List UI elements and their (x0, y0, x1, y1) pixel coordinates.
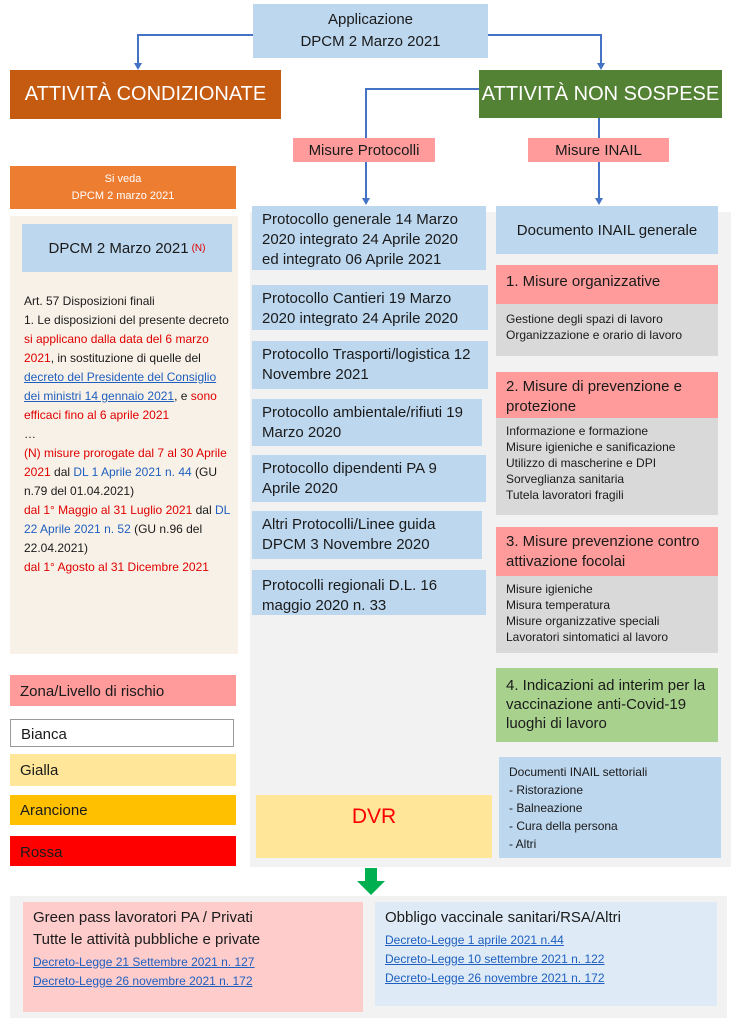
article-p6: dal 1° Agosto al 31 Dicembre 2021 (24, 560, 209, 574)
list-item: Organizzazione e orario di lavoro (506, 328, 683, 342)
dl-127-link[interactable]: Decreto-Legge 21 Settembre 2021 n. 127 (33, 955, 255, 969)
article-red-span: sono efficaci fino al 6 aprile 2021 (24, 389, 217, 422)
article-p5 (24, 501, 234, 558)
application-line1: Applicazione (327, 11, 414, 28)
arrow-down-icon (134, 63, 142, 70)
list-item: Informazione e formazione (506, 424, 649, 438)
vaccinazione-box (496, 668, 718, 742)
connector (137, 34, 253, 36)
misure-focolai-title (496, 527, 718, 576)
misure-prevenzione-text: 2. Misure di prevenzione e protezione (506, 378, 682, 415)
zone-arancione (10, 795, 236, 825)
dl-122-link[interactable]: Decreto-Legge 10 settembre 2021 n. 122 (385, 952, 605, 966)
zone-rossa-label: Rossa (20, 844, 63, 861)
article-text-span: (GU n.79 del 01.04.2021) (24, 465, 218, 498)
protocol-item-text: Altri Protocolli/Linee guida DPCM 3 Novembre 2020 (262, 516, 436, 553)
arrow-down-icon (362, 198, 370, 205)
misure-organizzative-text: 1. Misure organizzative (506, 273, 661, 290)
article-text-span: 1. Le disposizioni del presente decreto (24, 313, 229, 327)
green-pass-box (23, 902, 363, 1012)
article-p1: Art. 57 Disposizioni finali (24, 294, 155, 308)
list-item: Misure igieniche (506, 582, 593, 596)
protocol-item (252, 455, 486, 502)
protocol-item-text: Protocollo ambientale/rifiuti 19 Marzo 2020 (262, 404, 463, 441)
dpcm-note: (N) (191, 242, 206, 254)
green-arrow-down-icon (356, 868, 386, 896)
zone-rossa (10, 836, 236, 866)
si-veda-line1: Si veda (104, 172, 142, 185)
connector (137, 34, 139, 64)
protocol-item (252, 285, 488, 330)
article-p2 (24, 311, 234, 425)
list-item: Misure organizzative speciali (506, 614, 660, 628)
zone-title-box (10, 675, 236, 706)
protocol-item-text: Protocollo dipendenti PA 9 Aprile 2020 (262, 460, 437, 497)
article-text (24, 292, 234, 577)
documenti-settoriali-box (499, 757, 721, 858)
application-line2: DPCM 2 Marzo 2021 (300, 33, 441, 50)
attivita-non-sospese-title: ATTIVITÀ NON SOSPESE (481, 82, 720, 105)
si-veda-box (10, 166, 236, 209)
connector (365, 88, 367, 138)
list-item: Lavoratori sintomatici al lavoro (506, 630, 669, 644)
protocol-item (252, 570, 486, 615)
article-text-span: , e (174, 389, 191, 403)
documenti-settoriali-title: Documenti INAIL settoriali (509, 765, 648, 779)
misure-organizzative-list (496, 304, 718, 356)
green-pass-line1: Green pass lavoratori PA / Privati (33, 909, 253, 926)
zone-bianca-label: Bianca (21, 726, 67, 743)
list-item: Utilizzo di mascherine e DPI (506, 456, 657, 470)
misure-focolai-text: 3. Misure prevenzione contro attivazione focolai (506, 533, 700, 570)
green-pass-line2: Tutte le attività pubbliche e private (33, 931, 261, 948)
connector (488, 34, 601, 36)
list-item: Gestione degli spazi di lavoro (506, 312, 663, 326)
misure-prevenzione-title (496, 372, 718, 418)
list-item: - Cura della persona (509, 819, 618, 833)
protocol-item-text: Protocollo Cantieri 19 Marzo 2020 integrato 24 Aprile 2020 (262, 290, 458, 327)
zone-arancione-label: Arancione (20, 802, 88, 819)
zone-bianca (10, 719, 234, 747)
connector (598, 162, 600, 200)
article-text-span: (GU n.96 del 22.04.2021) (24, 522, 203, 555)
protocol-item (252, 399, 482, 446)
misure-organizzative-title (496, 265, 718, 304)
dl-172-link[interactable]: Decreto-Legge 26 novembre 2021 n. 172 (33, 974, 253, 988)
application-box (253, 4, 488, 58)
dpcm-14-gennaio-link[interactable]: decreto del Presidente del Consiglio dei ministri 14 gennaio 2021 (24, 370, 217, 403)
protocol-item-text: Protocollo generale 14 Marzo 2020 integrato 24 Aprile 2020 ed integrato 06 Aprile 2021 (262, 211, 458, 268)
dl-52-ref: DL 22 Aprile 2021 n. 52 (24, 503, 230, 536)
dl-172-link[interactable]: Decreto-Legge 26 novembre 2021 n. 172 (385, 971, 605, 985)
documento-inail-generale (496, 206, 718, 254)
attivita-condizionate-header (10, 70, 281, 119)
zone-gialla-label: Gialla (20, 762, 59, 779)
zone-title: Zona/Livello di rischio (20, 683, 165, 700)
si-veda-line2: DPCM 2 marzo 2021 (71, 189, 175, 202)
misure-inail-text: Misure INAIL (555, 141, 642, 159)
list-item: Sorveglianza sanitaria (506, 472, 625, 486)
misure-inail-label (528, 138, 669, 162)
protocol-item (252, 206, 486, 270)
article-p4 (24, 444, 234, 501)
arrow-down-icon (595, 198, 603, 205)
connector (365, 88, 479, 90)
article-text-span: dal (50, 465, 74, 479)
protocol-item (252, 341, 488, 389)
connector (598, 118, 600, 138)
misure-protocolli-text: Misure Protocolli (308, 141, 420, 159)
misure-focolai-list (496, 576, 718, 653)
protocol-item-text: Protocollo Trasporti/logistica 12 Novembre 2021 (262, 346, 471, 383)
dl-44-link[interactable]: Decreto-Legge 1 aprile 2021 n.44 (385, 933, 564, 947)
dpcm-title-box (22, 224, 232, 272)
article-p3: … (24, 427, 36, 441)
obbligo-vaccinale-box (375, 902, 717, 1006)
protocol-item-text: Protocolli regionali D.L. 16 maggio 2020 n. 33 (262, 577, 438, 614)
list-item: - Ristorazione (509, 783, 584, 797)
attivita-non-sospese-header (479, 70, 722, 118)
connector (600, 34, 602, 64)
misure-protocolli-label (293, 138, 435, 162)
list-item: Tutela lavoratori fragili (506, 488, 624, 502)
vaccinazione-text: 4. Indicazioni ad interim per la vaccinazione anti-Covid-19 luoghi di lavoro (506, 677, 706, 732)
dvr-box (256, 795, 492, 858)
documento-inail-generale-text: Documento INAIL generale (516, 221, 698, 239)
arrow-down-icon (597, 63, 605, 70)
dpcm-title: DPCM 2 Marzo 2021 (48, 239, 189, 257)
list-item: Misura temperatura (506, 598, 611, 612)
dvr-label: DVR (351, 805, 397, 828)
attivita-condizionate-title: ATTIVITÀ CONDIZIONATE (24, 83, 267, 105)
article-red-span: si applicano dalla data del 6 marzo 2021 (24, 332, 209, 365)
article-red-span: dal 1° Maggio al 31 Luglio 2021 (24, 503, 193, 517)
connector (365, 162, 367, 200)
article-red-span: (N) misure prorogate dal 7 al 30 Aprile 2021 (24, 446, 227, 479)
obbligo-vaccinale-title: Obbligo vaccinale sanitari/RSA/Altri (385, 909, 621, 926)
protocol-item (252, 511, 482, 559)
list-item: Misure igieniche e sanificazione (506, 440, 676, 454)
list-item: - Balneazione (509, 801, 583, 815)
list-item: - Altri (509, 837, 537, 851)
article-text-span: dal (192, 503, 215, 517)
article-text-span: , in sostituzione di quelle del (50, 351, 201, 365)
dl-44-ref: DL 1 Aprile 2021 n. 44 (73, 465, 192, 479)
misure-prevenzione-list (496, 418, 718, 515)
zone-gialla (10, 754, 236, 786)
